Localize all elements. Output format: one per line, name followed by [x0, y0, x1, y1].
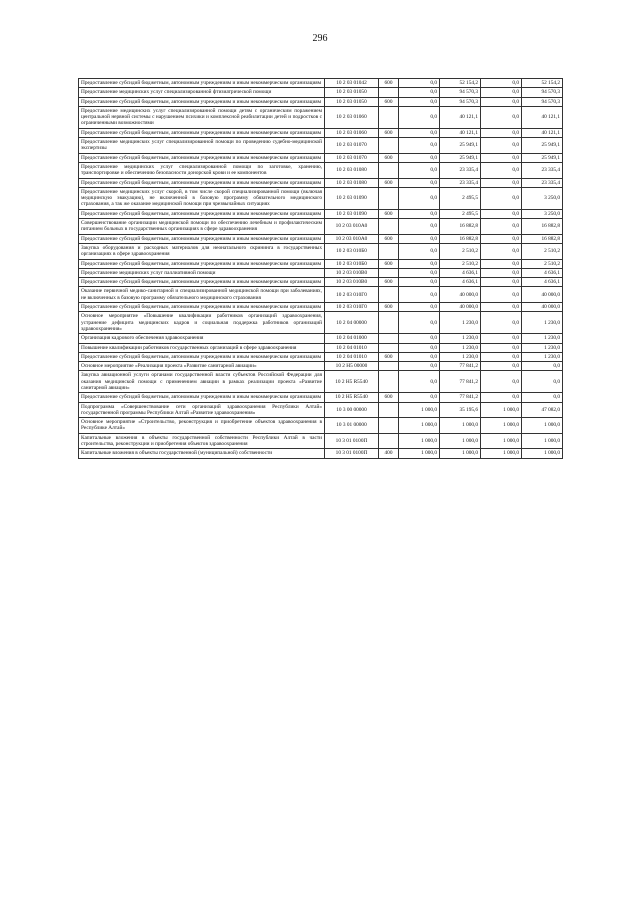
row-value-4: 40 000,0 [522, 287, 563, 303]
row-description: Оказание первичной медико-санитарной и специализированной медицинской помощи при заболеваниях, не включенных в базовую программу обязательного медицинского страхования [79, 287, 325, 303]
row-expense-type: 400 [379, 449, 399, 458]
row-value-4: 52 154,2 [522, 79, 563, 88]
row-value-1: 0,0 [399, 287, 440, 303]
row-value-2: 16 882,8 [440, 234, 481, 243]
row-value-2: 25 949,1 [440, 153, 481, 162]
row-value-4: 0,0 [522, 393, 563, 402]
row-code: 10 2 03 01070 [325, 153, 379, 162]
row-value-1: 1 000,0 [399, 449, 440, 458]
row-value-4: 4 636,1 [522, 268, 563, 277]
row-description: Предоставление субсидий бюджетным, автономным учреждениям и иным некоммерческим организациям [79, 352, 325, 361]
row-expense-type: 600 [379, 303, 399, 312]
row-value-4: 47 082,0 [522, 402, 563, 418]
row-value-2: 1 230,0 [440, 343, 481, 352]
row-expense-type [379, 106, 399, 128]
row-value-2: 52 154,2 [440, 79, 481, 88]
row-code: 10 2 03 010Г0 [325, 303, 379, 312]
row-value-2: 1 000,0 [440, 449, 481, 458]
row-value-1: 0,0 [399, 362, 440, 371]
row-expense-type [379, 433, 399, 449]
row-code: 10 2 03 010В0 [325, 268, 379, 277]
row-value-1: 0,0 [399, 393, 440, 402]
row-value-1: 0,0 [399, 243, 440, 259]
row-code: 10 2 03 010А0 [325, 234, 379, 243]
row-code: 10 3 00 00000 [325, 402, 379, 418]
table-row [79, 259, 563, 268]
row-expense-type: 600 [379, 79, 399, 88]
row-value-2: 77 841,2 [440, 362, 481, 371]
row-code: 10 2 03 010Б0 [325, 243, 379, 259]
row-expense-type: 600 [379, 178, 399, 187]
row-description: Закупка оборудования и расходных материалов для неонатального скрининга в государственных организациях в сфере здравоохранения [79, 243, 325, 259]
table-row [79, 362, 563, 371]
row-code: 10 2 03 01050 [325, 97, 379, 106]
row-code: 10 2 04 01000 [325, 334, 379, 343]
row-code: 10 3 01 00000 [325, 418, 379, 434]
row-value-2: 77 841,2 [440, 371, 481, 393]
table-row [79, 128, 563, 137]
row-value-3: 1 000,0 [481, 402, 522, 418]
row-value-3: 0,0 [481, 128, 522, 137]
row-value-4: 0,0 [522, 362, 563, 371]
table-row [79, 243, 563, 259]
row-expense-type [379, 343, 399, 352]
row-value-3: 0,0 [481, 287, 522, 303]
row-expense-type: 600 [379, 234, 399, 243]
row-description: Предоставление субсидий бюджетным, автономным учреждениям и иным некоммерческим организациям [79, 79, 325, 88]
row-expense-type: 600 [379, 97, 399, 106]
row-value-4: 4 636,1 [522, 278, 563, 287]
row-value-2: 1 000,0 [440, 433, 481, 449]
row-value-2: 2 510,2 [440, 243, 481, 259]
row-expense-type [379, 402, 399, 418]
row-value-1: 0,0 [399, 128, 440, 137]
row-value-4: 25 949,1 [522, 153, 563, 162]
row-description: Закупка авиационной услуги органами государственной власти субъектов Российской Федерации для оказания медицинской помощи с применением авиации в рамках реализации проекта «Развитие санитарной авиации» [79, 371, 325, 393]
table-row [79, 209, 563, 218]
row-value-1: 0,0 [399, 153, 440, 162]
row-value-4: 23 335,4 [522, 178, 563, 187]
row-description: Предоставление субсидий бюджетным, автономным учреждениям и иным некоммерческим организациям [79, 234, 325, 243]
row-value-2: 1 230,0 [440, 352, 481, 361]
row-value-3: 1 000,0 [481, 418, 522, 434]
row-value-3: 0,0 [481, 178, 522, 187]
row-expense-type [379, 268, 399, 277]
row-value-3: 1 000,0 [481, 449, 522, 458]
row-value-2: 94 570,3 [440, 97, 481, 106]
table-row [79, 79, 563, 88]
row-value-4: 3 250,0 [522, 187, 563, 209]
row-value-2: 40 121,1 [440, 106, 481, 128]
row-value-3: 0,0 [481, 243, 522, 259]
row-value-1: 0,0 [399, 219, 440, 235]
row-value-2: 1 000,0 [440, 418, 481, 434]
table-row [79, 97, 563, 106]
row-expense-type [379, 371, 399, 393]
row-value-1: 0,0 [399, 97, 440, 106]
row-code: 10 2 03 01042 [325, 79, 379, 88]
row-value-4: 3 250,0 [522, 209, 563, 218]
row-value-3: 0,0 [481, 371, 522, 393]
row-code: 10 3 01 0100П [325, 433, 379, 449]
table-row [79, 371, 563, 393]
table-row [79, 334, 563, 343]
row-code: 10 2 03 010Б0 [325, 259, 379, 268]
row-description: Основное мероприятие «Строительство, реконструкция и приобретение объектов здравоохранения в Республике Алтай» [79, 418, 325, 434]
row-description: Совершенствование организации медицинской помощи по обеспечению лечебным и профилактическим питанием больных в государственных организациях в сфере здравоохранения [79, 219, 325, 235]
row-value-3: 1 000,0 [481, 433, 522, 449]
row-value-2: 2 495,5 [440, 187, 481, 209]
row-value-4: 94 570,3 [522, 88, 563, 97]
table-row [79, 268, 563, 277]
row-code: 10 2 03 010В0 [325, 278, 379, 287]
row-code: 10 2 03 01060 [325, 106, 379, 128]
row-value-2: 4 636,1 [440, 278, 481, 287]
table-row [79, 106, 563, 128]
row-description: Предоставление медицинских услуг скорой, в том числе скорой специализированной помощи (включая медицинскую эвакуацию), не включенной в базовую программу обязательного медицинского страхования, а так же оказание медицинской помощи при чрезвычайных ситуациях [79, 187, 325, 209]
row-expense-type [379, 88, 399, 97]
table-row [79, 219, 563, 235]
row-value-3: 0,0 [481, 352, 522, 361]
table-row [79, 393, 563, 402]
row-description: Повышение квалификации работников государственных организаций в сфере здравоохранения [79, 343, 325, 352]
row-description: Предоставление медицинских услуг специализированной помощи по заготовке, хранению, транспортировке и обеспечению безопасности донорской крови и ее компонентов [79, 162, 325, 178]
row-value-4: 0,0 [522, 371, 563, 393]
row-value-3: 0,0 [481, 268, 522, 277]
row-value-4: 94 570,3 [522, 97, 563, 106]
table-row [79, 153, 563, 162]
row-expense-type: 600 [379, 278, 399, 287]
row-value-4: 1 230,0 [522, 352, 563, 361]
row-value-2: 40 000,0 [440, 303, 481, 312]
row-value-3: 0,0 [481, 162, 522, 178]
row-description: Предоставление медицинских услуг паллиативной помощи [79, 268, 325, 277]
row-value-3: 0,0 [481, 106, 522, 128]
row-expense-type: 600 [379, 259, 399, 268]
row-value-1: 1 000,0 [399, 418, 440, 434]
row-description: Предоставление субсидий бюджетным, автономным учреждениям и иным некоммерческим организациям [79, 128, 325, 137]
row-expense-type [379, 243, 399, 259]
row-value-1: 0,0 [399, 209, 440, 218]
row-description: Предоставление субсидий бюджетным, автономным учреждениям и иным некоммерческим организациям [79, 278, 325, 287]
row-description: Предоставление медицинских услуг специализированной помощи детям с органическим поражением центральной нервной системы с нарушением психики и комплексной реабилитации детей и подростков с ограниченными возможностями [79, 106, 325, 128]
budget-table [78, 78, 563, 459]
row-value-1: 0,0 [399, 268, 440, 277]
row-value-3: 0,0 [481, 88, 522, 97]
row-value-4: 1 230,0 [522, 334, 563, 343]
row-description: Организация кадрового обеспечения здравоохранения [79, 334, 325, 343]
row-value-3: 0,0 [481, 278, 522, 287]
row-code: 10 2 03 010Г0 [325, 287, 379, 303]
row-value-3: 0,0 [481, 209, 522, 218]
row-code: 10 2 03 010А0 [325, 219, 379, 235]
table-row [79, 187, 563, 209]
row-value-4: 1 000,0 [522, 433, 563, 449]
row-expense-type [379, 162, 399, 178]
row-expense-type [379, 362, 399, 371]
row-value-3: 0,0 [481, 234, 522, 243]
row-value-3: 0,0 [481, 312, 522, 334]
row-description: Капитальные вложения в объекты государственной (муниципальной) собственности [79, 449, 325, 458]
table-row [79, 343, 563, 352]
row-value-3: 0,0 [481, 219, 522, 235]
row-value-1: 0,0 [399, 178, 440, 187]
row-value-1: 0,0 [399, 138, 440, 154]
row-value-1: 0,0 [399, 88, 440, 97]
table-row [79, 418, 563, 434]
row-description: Предоставление субсидий бюджетным, автономным учреждениям и иным некоммерческим организациям [79, 259, 325, 268]
row-description: Предоставление субсидий бюджетным, автономным учреждениям и иным некоммерческим организациям [79, 97, 325, 106]
row-value-3: 0,0 [481, 343, 522, 352]
row-value-4: 1 230,0 [522, 312, 563, 334]
row-value-3: 0,0 [481, 393, 522, 402]
row-description: Предоставление субсидий бюджетным, автономным учреждениям и иным некоммерческим организациям [79, 393, 325, 402]
row-value-4: 40 121,1 [522, 128, 563, 137]
row-value-3: 0,0 [481, 138, 522, 154]
row-description: Предоставление субсидий бюджетным, автономным учреждениям и иным некоммерческим организациям [79, 153, 325, 162]
table-row [79, 449, 563, 458]
table-row [79, 88, 563, 97]
row-description: Основное мероприятие «Реализация проекта «Развитие санитарной авиации» [79, 362, 325, 371]
row-expense-type [379, 287, 399, 303]
row-expense-type [379, 187, 399, 209]
row-value-1: 0,0 [399, 234, 440, 243]
row-expense-type [379, 312, 399, 334]
row-description: Предоставление медицинских услуг специализированной фтизиатрической помощи [79, 88, 325, 97]
table-row [79, 178, 563, 187]
table-row [79, 278, 563, 287]
row-expense-type [379, 418, 399, 434]
row-code: 10 2 Н5 00000 [325, 362, 379, 371]
row-value-2: 23 335,4 [440, 162, 481, 178]
row-value-1: 0,0 [399, 343, 440, 352]
row-value-3: 0,0 [481, 79, 522, 88]
row-value-4: 25 949,1 [522, 138, 563, 154]
row-code: 10 2 04 00000 [325, 312, 379, 334]
row-code: 10 2 03 01090 [325, 209, 379, 218]
row-value-4: 1 230,0 [522, 343, 563, 352]
row-value-3: 0,0 [481, 187, 522, 209]
row-value-1: 0,0 [399, 79, 440, 88]
row-code: 10 2 04 01010 [325, 352, 379, 361]
row-value-1: 1 000,0 [399, 402, 440, 418]
row-expense-type [379, 334, 399, 343]
row-value-1: 0,0 [399, 352, 440, 361]
row-value-2: 2 495,5 [440, 209, 481, 218]
row-value-1: 0,0 [399, 187, 440, 209]
row-description: Капитальные вложения в объекты государственной собственности Республики Алтай в части строительства, реконструкции и приобретения объектов здравоохранения [79, 433, 325, 449]
row-value-3: 0,0 [481, 303, 522, 312]
row-value-4: 1 000,0 [522, 449, 563, 458]
table-row [79, 433, 563, 449]
row-code: 10 2 03 01050 [325, 88, 379, 97]
row-code: 10 2 03 01080 [325, 162, 379, 178]
row-value-3: 0,0 [481, 334, 522, 343]
row-description: Предоставление субсидий бюджетным, автономным учреждениям и иным некоммерческим организациям [79, 303, 325, 312]
row-code: 10 2 04 01010 [325, 343, 379, 352]
row-value-3: 0,0 [481, 153, 522, 162]
row-value-3: 0,0 [481, 259, 522, 268]
row-description: Предоставление субсидий бюджетным, автономным учреждениям и иным некоммерческим организациям [79, 209, 325, 218]
row-description: Предоставление медицинских услуг специализированной помощи по проведению судебно-медицинской экспертизы [79, 138, 325, 154]
row-code: 10 2 03 01080 [325, 178, 379, 187]
table-row [79, 234, 563, 243]
row-expense-type: 600 [379, 209, 399, 218]
table-row [79, 162, 563, 178]
table-row [79, 138, 563, 154]
row-value-4: 40 121,1 [522, 106, 563, 128]
row-code: 10 2 Н5 R5540 [325, 371, 379, 393]
row-value-4: 16 882,8 [522, 219, 563, 235]
table-row [79, 303, 563, 312]
row-code: 10 2 03 01090 [325, 187, 379, 209]
table-body [79, 79, 563, 459]
table-row [79, 287, 563, 303]
row-value-4: 16 882,8 [522, 234, 563, 243]
row-value-1: 0,0 [399, 334, 440, 343]
row-value-2: 77 841,2 [440, 393, 481, 402]
row-value-4: 40 000,0 [522, 303, 563, 312]
row-value-4: 2 510,2 [522, 243, 563, 259]
row-expense-type: 600 [379, 393, 399, 402]
row-value-1: 0,0 [399, 259, 440, 268]
row-value-2: 94 570,3 [440, 88, 481, 97]
row-value-1: 0,0 [399, 371, 440, 393]
row-value-2: 2 510,2 [440, 259, 481, 268]
row-value-1: 1 000,0 [399, 433, 440, 449]
row-expense-type [379, 219, 399, 235]
row-value-2: 25 949,1 [440, 138, 481, 154]
table-row [79, 312, 563, 334]
row-description: Основное мероприятие «Повышение квалификации работников организаций здравоохранения, устранение дефицита медицинских кадров и социальная поддержка работников организаций здравоохранения» [79, 312, 325, 334]
row-value-2: 1 230,0 [440, 312, 481, 334]
row-code: 10 2 03 01070 [325, 138, 379, 154]
row-value-1: 0,0 [399, 303, 440, 312]
row-value-2: 23 335,4 [440, 178, 481, 187]
table-row [79, 352, 563, 361]
row-expense-type: 600 [379, 352, 399, 361]
row-value-1: 0,0 [399, 278, 440, 287]
row-value-1: 0,0 [399, 312, 440, 334]
row-value-2: 35 195,6 [440, 402, 481, 418]
row-code: 10 2 Н5 R5540 [325, 393, 379, 402]
row-description: Подпрограмма «Совершенствование сети организаций здравоохранения Республики Алтай» государственной программы Республики Алтай «Развитие здравоохранения» [79, 402, 325, 418]
row-value-1: 0,0 [399, 162, 440, 178]
row-expense-type: 600 [379, 153, 399, 162]
page-number: 296 [312, 33, 328, 44]
row-value-4: 23 335,4 [522, 162, 563, 178]
row-value-2: 40 121,1 [440, 128, 481, 137]
row-description: Предоставление субсидий бюджетным, автономным учреждениям и иным некоммерческим организациям [79, 178, 325, 187]
row-value-3: 0,0 [481, 97, 522, 106]
row-value-2: 16 882,8 [440, 219, 481, 235]
row-value-4: 1 000,0 [522, 418, 563, 434]
row-expense-type: 600 [379, 128, 399, 137]
row-value-1: 0,0 [399, 106, 440, 128]
row-code: 10 2 03 01060 [325, 128, 379, 137]
row-value-2: 4 636,1 [440, 268, 481, 277]
row-expense-type [379, 138, 399, 154]
row-code: 10 3 01 0100П [325, 449, 379, 458]
row-value-2: 1 230,0 [440, 334, 481, 343]
row-value-4: 2 510,2 [522, 259, 563, 268]
row-value-3: 0,0 [481, 362, 522, 371]
row-value-2: 40 000,0 [440, 287, 481, 303]
table-row [79, 402, 563, 418]
